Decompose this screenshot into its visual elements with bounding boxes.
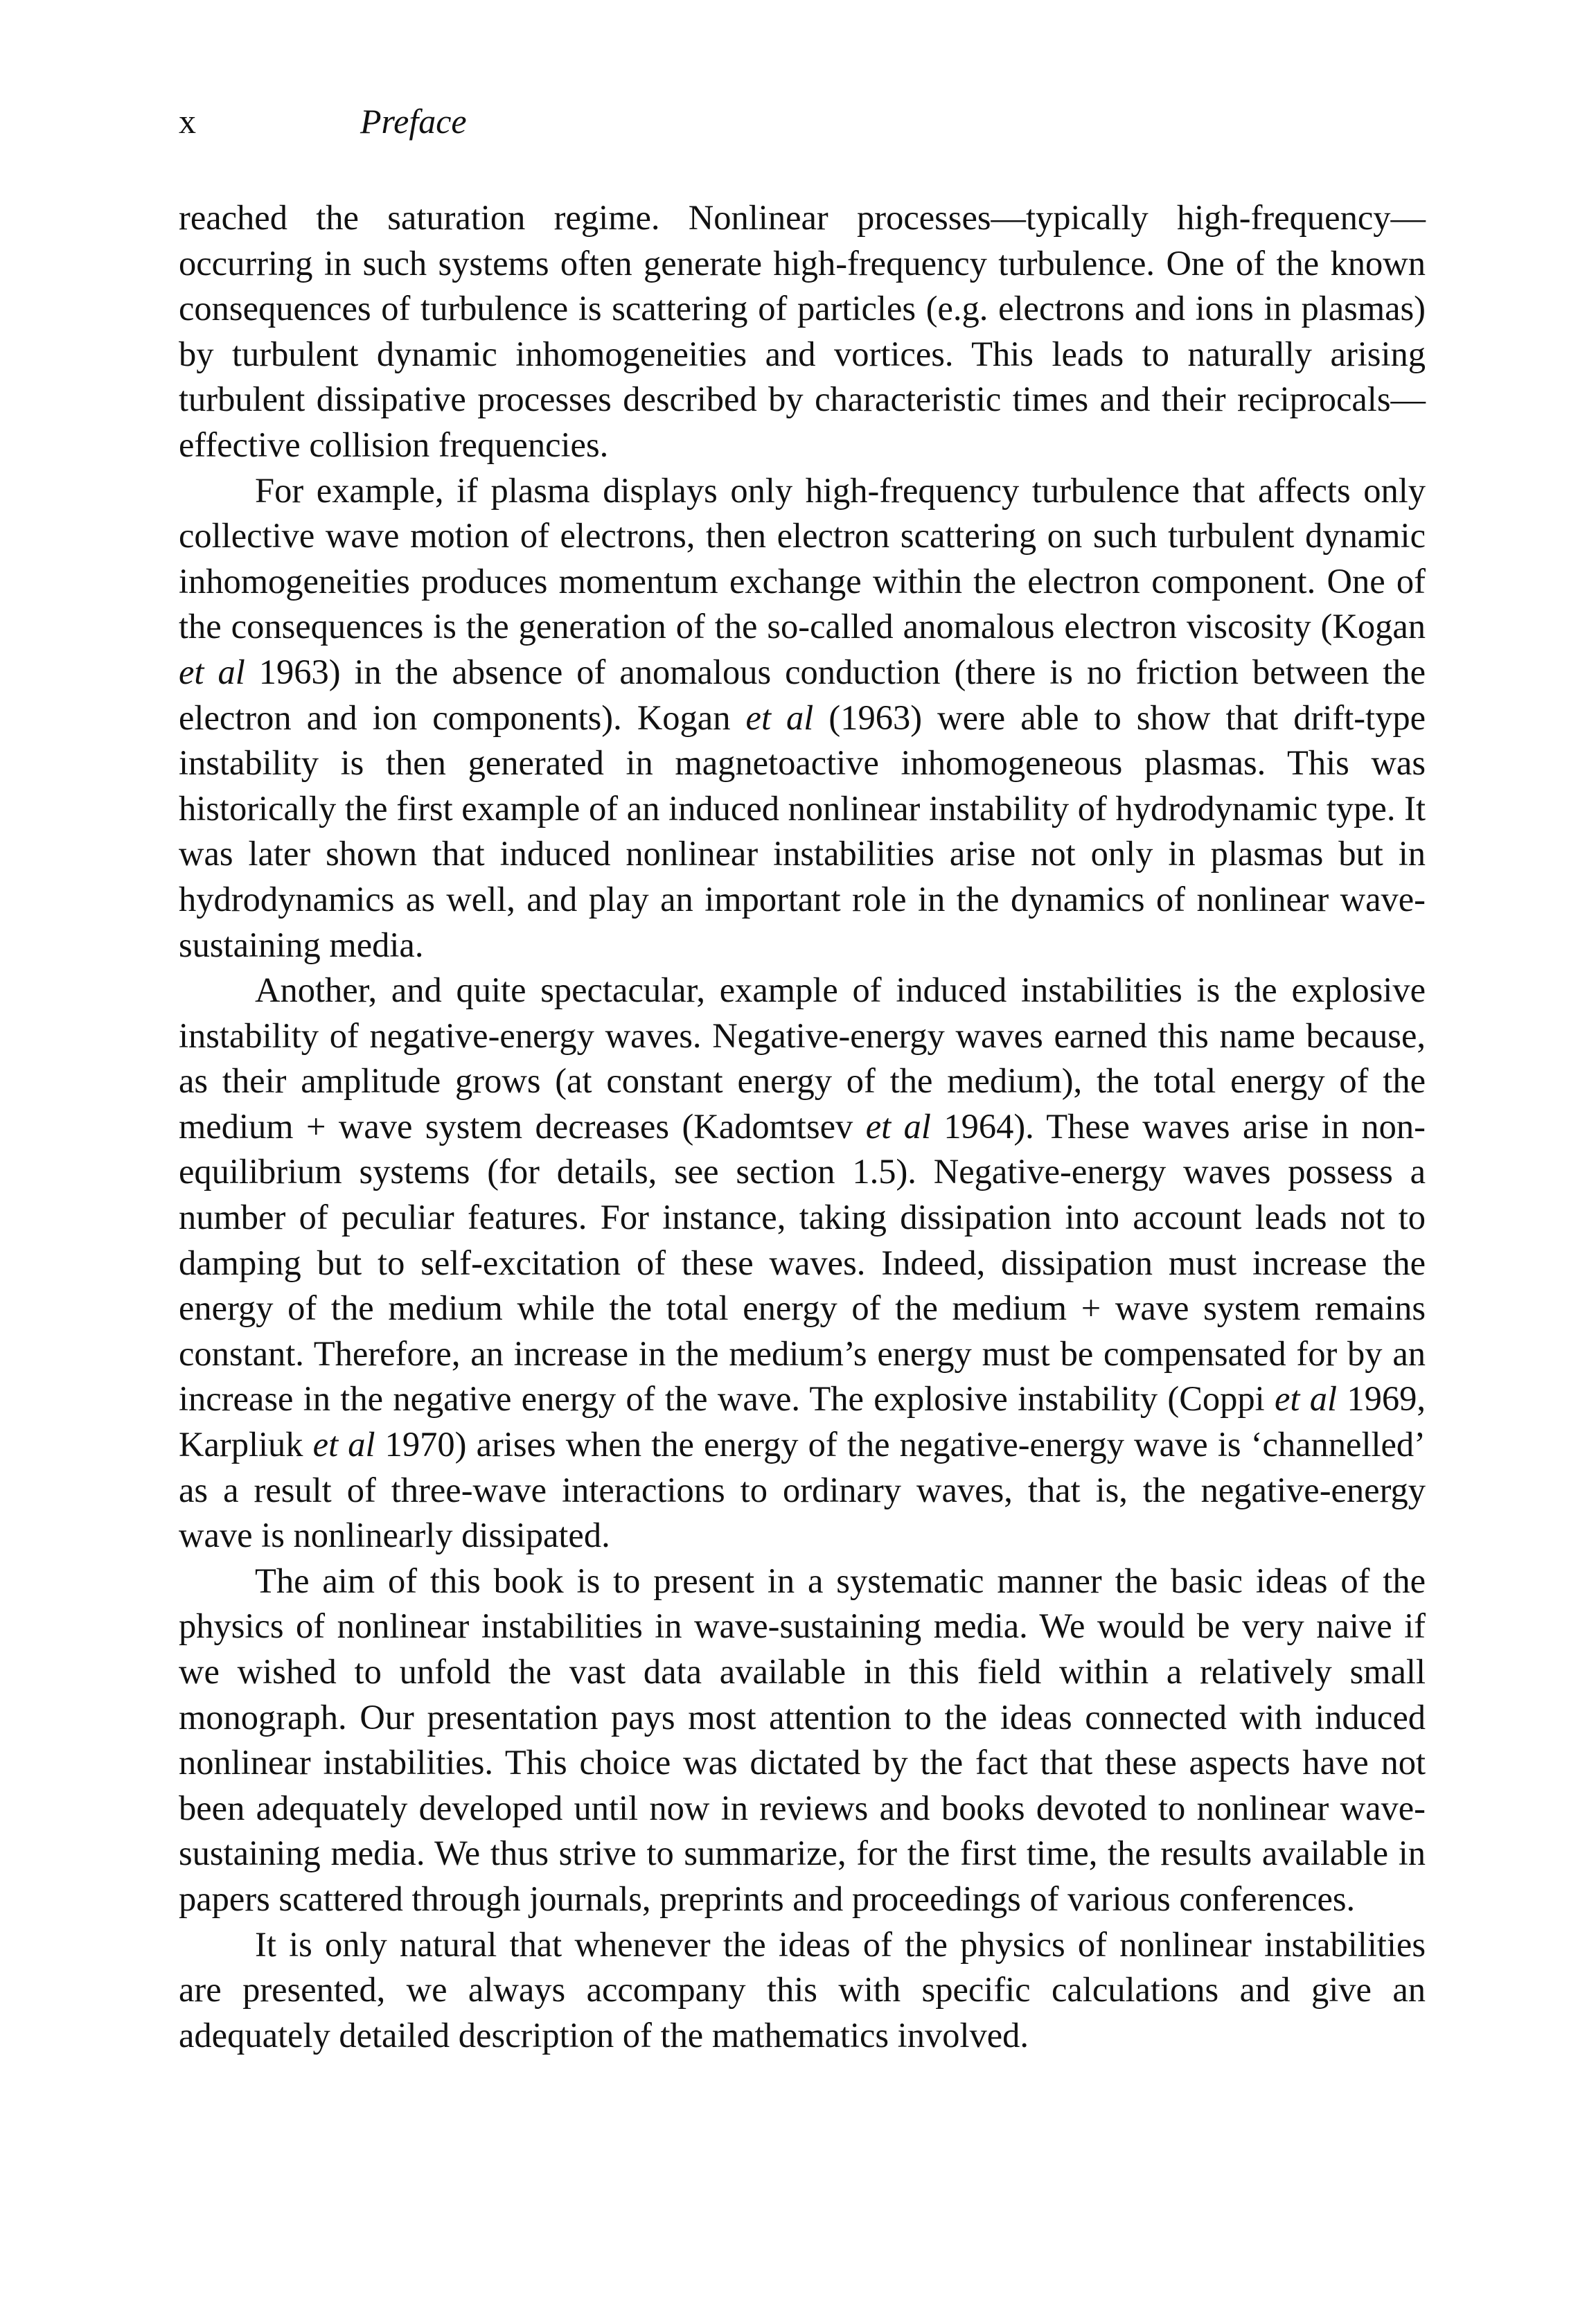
- citation-et-al: et al: [1275, 1379, 1338, 1419]
- paragraph-5: [179, 1922, 1426, 2059]
- paragraph-3: [179, 968, 1426, 1559]
- paragraph-text: 1970) arises when the energy of the negative-energy wave is ‘channelled’ as a result of three-wave interactions to ordinary waves, that is, the negative-energy wave is nonlinearly dissipated.: [179, 1425, 1426, 1555]
- paragraph-text: reached the saturation regime. Nonlinear processes—typically high-frequency—occurring in such systems often generate high-frequency turbulence. One of the known consequences of turbulence is scattering of particles (e.g. electrons and ions in plasmas) by turbulent dynamic inhomogeneities and vortices. This leads to naturally arising turbulent dissipative processes described by characteristic times and their reciprocals—effective collision frequencies.: [179, 198, 1426, 464]
- paragraph-text: (1963) were able to show that drift-type instability is then generated in magnetoactive inhomogeneous plasmas. This was historically the first example of an induced nonlinear instability of hydrodynamic type. It was later shown that induced nonlinear instabilities arise not only in plasmas but in hydrodynamics as well, and play an important role in the dynamics of nonlinear wave-sustaining media.: [179, 698, 1426, 964]
- paragraph-text: 1969, Karpliuk: [179, 1379, 1426, 1464]
- paragraph-1: [179, 195, 1426, 468]
- paragraph-2: [179, 468, 1426, 968]
- citation-et-al: et al: [865, 1106, 931, 1146]
- page-header: [179, 104, 467, 139]
- paragraph-text: 1964). These waves arise in non-equilibrium systems (for details, see section 1.5). Negative-energy waves possess a number of peculiar features. For instance, taking dissipation into account leads not to damping but to self-excitation of these waves. Indeed, dissipation must increase the energy of the medium while the total energy of the medium + wave system remains constant. Therefore, an increase in the medium’s energy must be compensated for by an increase in the negative energy of the wave. The explosive instability (Coppi: [179, 1106, 1426, 1419]
- paragraph-text: For example, if plasma displays only high-frequency turbulence that affects only collective wave motion of electrons, then electron scattering on such turbulent dynamic inhomogeneities produces momentum exchange within the electron component. One of the consequences is the generation of the so-called anomalous electron viscosity (Kogan: [179, 470, 1426, 646]
- running-title: Preface: [360, 102, 467, 141]
- paragraph-text: It is only natural that whenever the ideas of the physics of nonlinear instabilities are presented, we always accompany this with specific calculations and give an adequately detailed description of the mathematics involved.: [179, 1924, 1426, 2055]
- paragraph-text: Another, and quite spectacular, example of induced instabilities is the explosive instability of negative-energy waves. Negative-energy waves earned this name because, as their amplitude grows (at constant energy of the medium), the total energy of the medium + wave system decreases (Kadomtsev: [179, 971, 1426, 1146]
- page-number: x: [179, 102, 196, 141]
- citation-et-al: et al: [179, 652, 245, 691]
- citation-et-al: et al: [745, 698, 814, 737]
- paragraph-text: 1963) in the absence of anomalous conduction (there is no friction between the electron and ion components). Kogan: [179, 652, 1426, 737]
- body-text: [179, 195, 1426, 2058]
- citation-et-al: et al: [312, 1425, 375, 1464]
- paragraph-4: [179, 1559, 1426, 1922]
- paragraph-text: The aim of this book is to present in a systematic manner the basic ideas of the physics of nonlinear instabilities in wave-sustaining media. We would be very naive if we wished to unfold the vast data available in this field within a relatively small monograph. Our presentation pays most attention to the ideas connected with induced nonlinear instabilities. This choice was dictated by the fact that these aspects have not been adequately developed until now in reviews and books devoted to nonlinear wave-sustaining media. We thus strive to summarize, for the first time, the results available in papers scattered through journals, preprints and proceedings of various conferences.: [179, 1561, 1426, 1918]
